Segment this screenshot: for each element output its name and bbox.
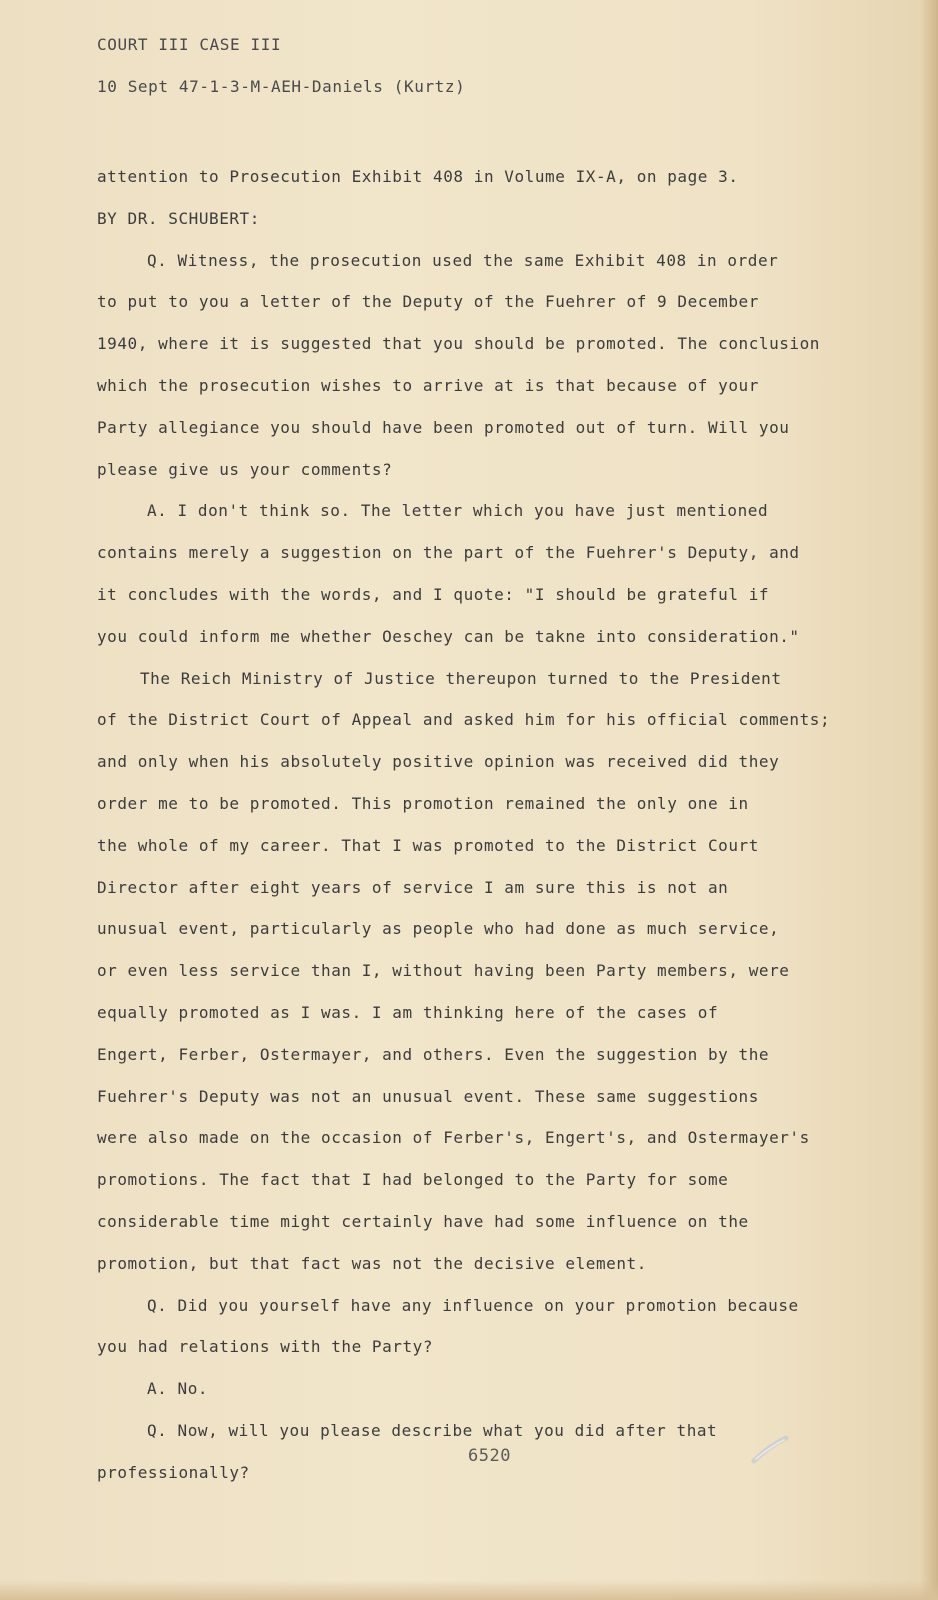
transcript-line: Director after eight years of service I am sure this is not an xyxy=(97,877,729,897)
transcript-line: you could inform me whether Oeschey can be takne into consideration." xyxy=(97,626,800,646)
transcript-line: Fuehrer's Deputy was not an unusual event. These same suggestions xyxy=(97,1086,759,1106)
transcript-line: contains merely a suggestion on the part of the Fuehrer's Deputy, and xyxy=(97,543,800,563)
transcript-line: promotion, but that fact was not the decisive element. xyxy=(97,1253,647,1273)
court-case-header: COURT III CASE III xyxy=(97,35,282,54)
page-edge-shadow-right xyxy=(920,0,938,1600)
paragraph-start-line: The Reich Ministry of Justice thereupon turned to the President xyxy=(140,668,782,688)
transcript-line: Engert, Ferber, Ostermayer, and others. Even the suggestion by the xyxy=(97,1044,770,1064)
transcript-line: you had relations with the Party? xyxy=(97,1337,434,1357)
transcript-line: equally promoted as I was. I am thinking here of the cases of xyxy=(97,1002,719,1022)
transcript-line: promotions. The fact that I had belonged to the Party for some xyxy=(97,1170,729,1190)
transcript-line: 1940, where it is suggested that you should be promoted. The conclusion xyxy=(97,334,820,354)
transcript-line: of the District Court of Appeal and asked him for his official comments; xyxy=(97,710,831,730)
transcript-line: and only when his absolutely positive opinion was received did they xyxy=(97,752,780,772)
transcript-body xyxy=(97,156,857,1494)
pencil-mark-icon xyxy=(750,1435,790,1465)
transcript-line: the whole of my career. That I was promoted to the District Court xyxy=(97,835,759,855)
transcript-line: professionally? xyxy=(97,1462,250,1482)
question-line: Q. Witness, the prosecution used the same Exhibit 408 in order xyxy=(147,250,779,270)
examiner-heading: BY DR. SCHUBERT: xyxy=(97,208,260,228)
question-line: Q. Did you yourself have any influence on your promotion because xyxy=(147,1295,799,1315)
transcript-line: it concludes with the words, and I quote: "I should be grateful if xyxy=(97,584,770,604)
transcript-line: order me to be promoted. This promotion remained the only one in xyxy=(97,793,749,813)
transcript-line: were also made on the occasion of Ferber's, Engert's, and Ostermayer's xyxy=(97,1128,810,1148)
answer-line: A. No. xyxy=(147,1379,209,1399)
session-reference-header: 10 Sept 47-1-3-M-AEH-Daniels (Kurtz) xyxy=(97,77,466,96)
transcript-line: considerable time might certainly have had some influence on the xyxy=(97,1211,749,1231)
transcript-line: Party allegiance you should have been promoted out of turn. Will you xyxy=(97,417,790,437)
transcript-line: or even less service than I, without having been Party members, were xyxy=(97,961,790,981)
transcript-line: unusual event, particularly as people who had done as much service, xyxy=(97,919,780,939)
transcript-line: which the prosecution wishes to arrive at is that because of your xyxy=(97,375,759,395)
answer-line: A. I don't think so. The letter which you have just mentioned xyxy=(147,501,769,521)
page-number: 6520 xyxy=(468,1446,511,1466)
page-edge-shadow-bottom xyxy=(0,1580,938,1600)
transcript-line: to put to you a letter of the Deputy of the Fuehrer of 9 December xyxy=(97,292,759,312)
question-line: Q. Now, will you please describe what you did after that xyxy=(147,1420,718,1440)
transcript-line: please give us your comments? xyxy=(97,459,393,479)
transcript-line: attention to Prosecution Exhibit 408 in Volume IX-A, on page 3. xyxy=(97,167,739,186)
